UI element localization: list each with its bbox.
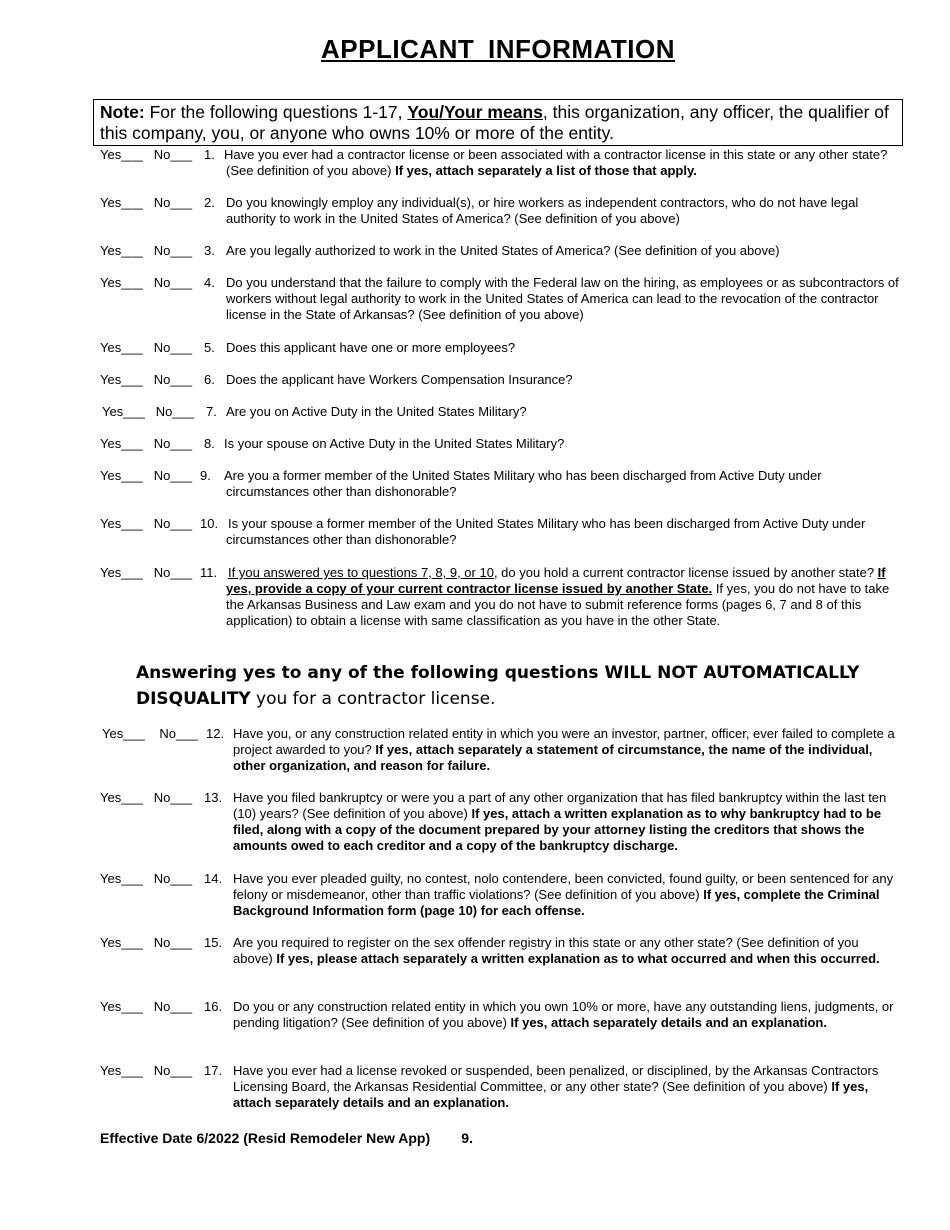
note-pre: For the following questions 1-17, <box>144 102 408 122</box>
page-number: 9. <box>461 1130 473 1146</box>
question-number: 3. <box>204 243 215 258</box>
question-1 <box>100 147 900 179</box>
note-label: Note: <box>100 102 145 122</box>
question-number: 8. <box>204 436 215 451</box>
question-text: Have you ever had a license revoked or suspended, been penalized, or disciplined, by the Arkansas Contractors Licensing Board, the Arkansas Residential Committee, or any other state? (See definition of you above) If yes, attach separately details and an explanation. <box>233 1063 879 1110</box>
yes-no-blanks[interactable]: Yes___ No___ <box>100 195 193 210</box>
question-text: Have you, or any construction related entity in which you were an investor, partner, officer, ever failed to complete a project awarded to you? If yes, attach separately a statement of circumstance, the name of the individual, other organization, and reason for failure. <box>233 726 895 773</box>
page-title: APPLICANT INFORMATION <box>321 34 675 64</box>
question-2 <box>100 195 900 227</box>
question-text: Does the applicant have Workers Compensation Insurance? <box>226 372 573 387</box>
question-5 <box>100 340 900 356</box>
question-text: Have you ever pleaded guilty, no contest, nolo contendere, been convicted, found guilty, or been sentenced for any felony or misdemeanor, other than traffic violations? (See definition of you above) If yes, complete the Criminal Background Information form (page 10) for each offense. <box>233 871 894 918</box>
yes-no-blanks[interactable]: Yes___ No___ <box>100 468 193 483</box>
question-15 <box>100 935 900 967</box>
question-text: Have you filed bankruptcy or were you a part of any other organization that has filed bankruptcy within the last ten (10) years? (See definition of you above) If yes, attach a written explanation as to why bankruptcy had to be filed, along with a copy of the document prepared by your attorney listing the creditors that shows the amounts owed to each creditor and a copy of the bankruptcy discharge. <box>233 790 887 853</box>
yes-no-blanks[interactable]: Yes___ No___ <box>102 726 198 741</box>
question-number: 12. <box>206 726 225 741</box>
note-emphasis: You/Your means <box>407 102 543 122</box>
question-16 <box>100 999 900 1031</box>
question-number: 9. <box>200 468 211 483</box>
question-text: Are you on Active Duty in the United States Military? <box>226 404 527 419</box>
yes-no-blanks[interactable]: Yes___ No___ <box>100 372 193 387</box>
question-number: 14. <box>204 871 223 886</box>
question-number: 16. <box>204 999 223 1014</box>
yes-no-blanks[interactable]: Yes___ No___ <box>100 999 193 1014</box>
yes-no-blanks[interactable]: Yes___ No___ <box>100 243 193 258</box>
question-number: 10. <box>200 516 219 531</box>
question-number: 7. <box>206 404 217 419</box>
question-number: 1. <box>204 147 215 162</box>
disqualify-heading: Answering yes to any of the following questions WILL NOT AUTOMATICALLY DISQUALITY you for a contractor license. <box>136 663 860 709</box>
question-text: Is your spouse on Active Duty in the United States Military? <box>224 436 565 451</box>
question-number: 15. <box>204 935 223 950</box>
effective-date: Effective Date 6/2022 (Resid Remodeler New App) <box>100 1130 431 1146</box>
question-13 <box>100 790 900 854</box>
question-7 <box>102 404 902 420</box>
question-text: Does this applicant have one or more employees? <box>226 340 516 355</box>
question-text: Are you a former member of the United States Military who has been discharged from Active Duty under circumstances other than dishonorable? <box>224 468 822 499</box>
yes-no-blanks[interactable]: Yes___ No___ <box>100 436 193 451</box>
question-8 <box>100 436 900 452</box>
question-number: 13. <box>204 790 223 805</box>
question-number: 2. <box>204 195 215 210</box>
question-6 <box>100 372 900 388</box>
yes-no-blanks[interactable]: Yes___ No___ <box>100 275 193 290</box>
yes-no-blanks[interactable]: Yes___ No___ <box>100 340 193 355</box>
note-post: , this organization, any officer, the qualifier of this company, you, or anyone who owns 10% or more of the entity. <box>100 102 889 143</box>
question-17 <box>100 1063 900 1111</box>
yes-no-blanks[interactable]: Yes___ No___ <box>100 871 193 886</box>
question-text: Do you or any construction related entity in which you own 10% or more, have any outstanding liens, judgments, or pending litigation? (See definition of you above) If yes, attach separately details and an explanation. <box>233 999 894 1030</box>
question-text: Is your spouse a former member of the United States Military who has been discharged from Active Duty under circumstances other than dishonorable? <box>226 516 866 547</box>
question-number: 17. <box>204 1063 223 1078</box>
yes-no-blanks[interactable]: Yes___ No___ <box>100 565 193 580</box>
yes-no-blanks[interactable]: Yes___ No___ <box>100 1063 193 1078</box>
question-text: Are you legally authorized to work in the United States of America? (See definition of you above) <box>226 243 780 258</box>
question-12 <box>102 726 902 774</box>
question-number: 5. <box>204 340 215 355</box>
question-9 <box>100 468 900 500</box>
question-number: 4. <box>204 275 215 290</box>
question-text: Are you required to register on the sex offender registry in this state or any other state? (See definition of you above) If yes, please attach separately a written explanation as to what occurred and when this occurred. <box>233 935 880 966</box>
question-text: Do you knowingly employ any individual(s), or hire workers as independent contractors, who do not have legal authority to work in the United States of America? (See definition of you above) <box>226 195 859 226</box>
footer <box>100 1130 473 1146</box>
note-box <box>93 99 903 146</box>
yes-no-blanks[interactable]: Yes___ No___ <box>100 516 193 531</box>
question-number: 6. <box>204 372 215 387</box>
question-11 <box>100 565 900 629</box>
question-10 <box>100 516 900 548</box>
question-text: Do you understand that the failure to comply with the Federal law on the hiring, as employees or as subcontractors of workers without legal authority to work in the United States of America can lead to the revocation of the contractor license in the State of Arkansas? (See definition of you above) <box>226 275 899 322</box>
yes-no-blanks[interactable]: Yes___ No___ <box>100 935 193 950</box>
question-number: 11. <box>200 565 218 580</box>
question-4 <box>100 275 900 323</box>
question-3 <box>100 243 900 259</box>
yes-no-blanks[interactable]: Yes___ No___ <box>100 147 193 162</box>
question-14 <box>100 871 900 919</box>
yes-no-blanks[interactable]: Yes___ No___ <box>100 790 193 805</box>
question-text: Have you ever had a contractor license or been associated with a contractor license in this state or any other state? (See definition of you above) If yes, attach separately a list of those that apply. <box>224 147 888 178</box>
yes-no-blanks[interactable]: Yes___ No___ <box>102 404 195 419</box>
question-text: If you answered yes to questions 7, 8, 9, or 10, do you hold a current contractor license issued by another state? If yes, provide a copy of your current contractor license issued by another State. If yes, you do not have to take the Arkansas Business and Law exam and you do not have to submit reference forms (pages 6, 7 and 8 of this application) to obtain a license with same classification as you have in the other State. <box>226 565 890 628</box>
